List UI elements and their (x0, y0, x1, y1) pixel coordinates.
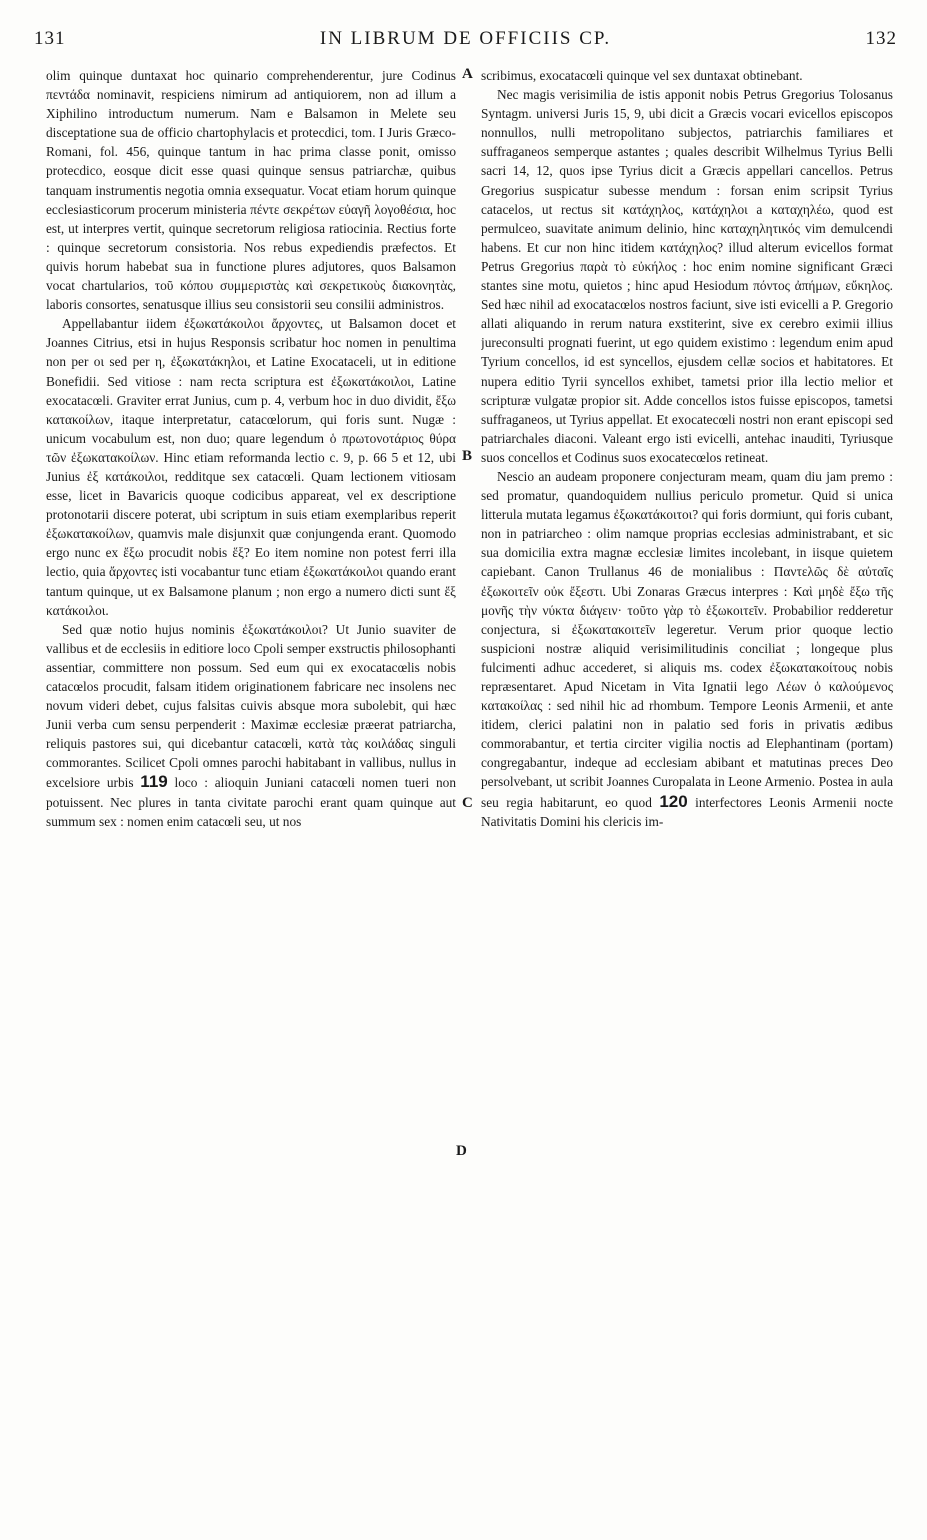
section-marker-a: A (462, 66, 473, 82)
right-paragraph-2: Nec magis verisimilia de istis apponit nobis Petrus Gregorius Tolosanus Syntagm. universi Juris 15, 9, ubi dicit a Græcis vocari evicellos episcopos nonnullos, nulli metropolitano subjectos, patriarchis familiares et suffraganeos semperque astantes ; quales describit Wilhelmus Tyrius Belli sacri 14, 12, quos ipse Tyrius dicit a Græcis appellari cancellos. Petrus Gregorius suspicatur subesse mendum : forsan enim scripsit Tyrius catacelos, ut rectus sit κατάχηλος, κατάχηλοι a καταχηλέω, quod est permulceo, suavitate animum delinio, hinc καταχηλητικός vim demulcendi habens. Et cur non hinc itidem κατάχηλος? illud alterum evicellos format Petrus Gregorius παρὰ τὸ εὐκήλος : hoc enim nomine significant Græci stantes sine motu, quietos ; hinc apud Hesiodum πόντος ἀπήμων, εὔκηλος. Sed hæc nihil ad exocatacœlos nostros faciunt, sive isti evicelli a P. Gregorio allati aliquando in rerum natura exstiterint, sive ex cerebro eximii illius jureconsulti prognati fuerint, ut ego quidem existimo : legendum enim apud Tyrium concellos, id est syncellos, ejusdem cellæ socios et habitatores. Et nupera editio Tyrii syncellos exhibet, tametsi prior illa lectio melior et scripturæ vulgatæ propior sit. Adde concellos istos fuisse episcopos, tametsi suffraganeos, ut Tyrius appellat. Et exocatecœli nostri non erant episcopi sed patriarchales diaconi. Valeant ergo isti evicelli, antehac inauditi, Tyriusque suos concellos et Codinus suos exocatecœlos retineat. (481, 87, 893, 465)
marginal-number-120: 120 (659, 791, 688, 811)
right-paragraph-3 (481, 467, 893, 831)
right-paragraph-3-part-b: interfectores Leonis Armenii nocte Nativitatis Domini his clericis im- (481, 794, 893, 829)
page-number-left: 131 (34, 28, 66, 49)
right-paragraph-3-part-a: Nescio an audeam proponere conjecturam meam, quam diu jam premo : sed promatur, quandoquidem nullius periculo prometur. Quid si unica litterula mutata legamus ἐξωκατάκοιτοι? qui foris dormiunt, qui foris cubant, non in patriarcheo : olim namque proprias ecclesias administrabant, et sic sua domicilia extra magnæ ecclesiæ limites incolebant, in iisque quietem capiebant. Canon Trullanus 46 de monialibus : Παντελῶς δὲ αὐταῖς ἐξωκοιτεῖν οὐκ ἔξεστι. Ubi Zonaras Græcus interpres : Καὶ μηδὲ ἔξω τῆς μονῆς τὴν νύκτα διάγειν· τοῦτο γὰρ τὸ ἐξωκοιτεῖν. Probabilior redderetur conjectura, si ἐξωκατακοιτεῖν legeretur. Verum prior quoque lectio suspicioni nostræ aliquid verisimilitudinis conciliat ; longeque plus fulcimenti adhuc accederet, si aliquis ms. codex ἐξωκατακοίτους nobis repræsentaret. Apud Nicetam in Vita Ignatii lego Λέων ὁ καλούμενος κατακοίλας : sed nihil hic ad rhombum. Tempore Leonis Armenii, et ante itidem, clerici palatini non in palatio sed foris in privatis ædibus commorabantur, et tertia circiter vigilia noctis ad Elephantinam (portam) congregabantur, indeque ad ecclesiam abibant et matutinas preces Deo persolvebant, ut scribit Joannes Curopalata in Leone Armenio. Postea in aula seu regia habitarunt, eo quod (481, 468, 893, 810)
right-column (481, 66, 893, 1526)
page-number-right: 132 (865, 28, 897, 49)
section-marker-c: C (462, 795, 473, 811)
marginal-number-119: 119 (140, 772, 168, 792)
section-marker-b: B (462, 448, 473, 464)
left-paragraph-1: olim quinque duntaxat hoc quinario comprehenderentur, jure Codinus πεντάδα nominavit, respiciens nimirum ad antiquiorem, non ad illum a Xiphilino introductum numerum. Nam e Balsamon in Melete seu disceptatione sua de officio chartophylacis et protecdici, tom. I Juris Græco-Romani, fol. 456, quinque tantum in hac prima classe ponit, omisso protecdico, eosque dicit esse quasi quinque sensus patriarchæ, quibus tanquam instrumentis negotia omnia exsequatur. Vocat etiam horum quinque ecclesiasticorum procerum ministeria πέντε σεκρέτων εὐαγῆ λογοθέσια, hoc est, ut interpres vertit, quinque secretorum religiosa ratiocinia. Rectius forte : quinque secretorum consistoria. Nos rebus expediendis præfectos. Et quivis horum habebat sua in functione plures adjutores, quos Balsamon vocat chartularios, τοῦ κόπου συμμεριστὰς καὶ σεκρετικοὺς διακονητὰς, laboris consortes, senatusque illius seu consistorii seu consilii administros. (46, 68, 456, 313)
left-paragraph-3-part-a: Sed quæ notio hujus nominis ἐξωκατάκοιλοι? Ut Junio suaviter de vallibus et de ecclesiis in editiore loco Cpoli semper exstructis philosophanti assentiar, committere non possum. Sed eum qui ex exocatacœlis nobis catacœlos procudit, falsam itidem originationem fabricare nec insolens nec novum videri debet, cujus falsitas cuivis absque mora subolebit, qui hæc Junii verba cum sensu perpenderit : Maximæ ecclesiæ præerat patriarcha, reliquis pastores sui, qui dicebantur catacœli, κατὰ τὰς κοιλάδας singuli commorantes. Scilicet Cpoli omnes parochi habitabant in vallibus, nullus in excelsiore urbis (46, 621, 456, 791)
running-header (34, 28, 897, 56)
left-paragraph-3-part-b: loco : alioquin Juniani catacœli nomen tueri non potuissent. Nec plures in tanta civitate parochi erant quam quinque aut summum sex : nomen enim catacœli seu, ut nos (46, 775, 456, 829)
left-paragraph-2: Appellabantur iidem ἐξωκατάκοιλοι ἄρχοντες, ut Balsamon docet et Joannes Citrius, etsi in hujus Responsis scribatur hoc nomen in penultima non per οι sed per η, ἐξωκατάκηλοι, et Latine Exocataceli, ut in editione Bonefidii. Sed vitiose : nam recta scriptura est ἐξωκατάκοιλοι, Latine exocatacœli. Graviter errat Junius, cum p. 4, verbum hoc in duo dividit, ἔξω κατακοίλων, itaque interpretatur, catacœlorum, qui foris sunt. Nugæ : unicum vocabulum est, non duo; quare legendum ὁ πρωτονοτάριος θύρα τῶν ἐξωκατακοίλων. Hinc etiam reformanda lectio c. 9, p. 66 5 et 12, ubi Junius ἐξ κατάκοιλοι, redditque sex catacœli. Quam lectionem vitiosam esse, licet in Bavaricis quoque codicibus appareat, vel ex descriptione protonotarii discere poterat, ubi scriptum in suis etiam exemplaribus reperit ἐξωκατακοίλων, quamvis male disjunxit quæ conjungenda erant. Quomodo ergo nunc ex ἔξω procudit nobis ἕξ? Eo item nomine non potest ferri illa lectio, quia ἄρχοντες isti vocabantur tunc etiam ἐξωκατάκοιλοι quando erant tantum quinque, ut ex Balsamone planum ; non ergo a numero dicti sunt ἕξ κατάκοιλοι. (46, 316, 456, 618)
right-paragraph-1: scribimus, exocatacœli quinque vel sex duntaxat obtinebant. (481, 68, 803, 83)
running-title: IN LIBRUM DE OFFICIIS CP. (319, 28, 612, 49)
left-column (46, 66, 456, 1526)
left-paragraph-3 (46, 620, 456, 831)
section-marker-d: D (456, 1143, 467, 1159)
